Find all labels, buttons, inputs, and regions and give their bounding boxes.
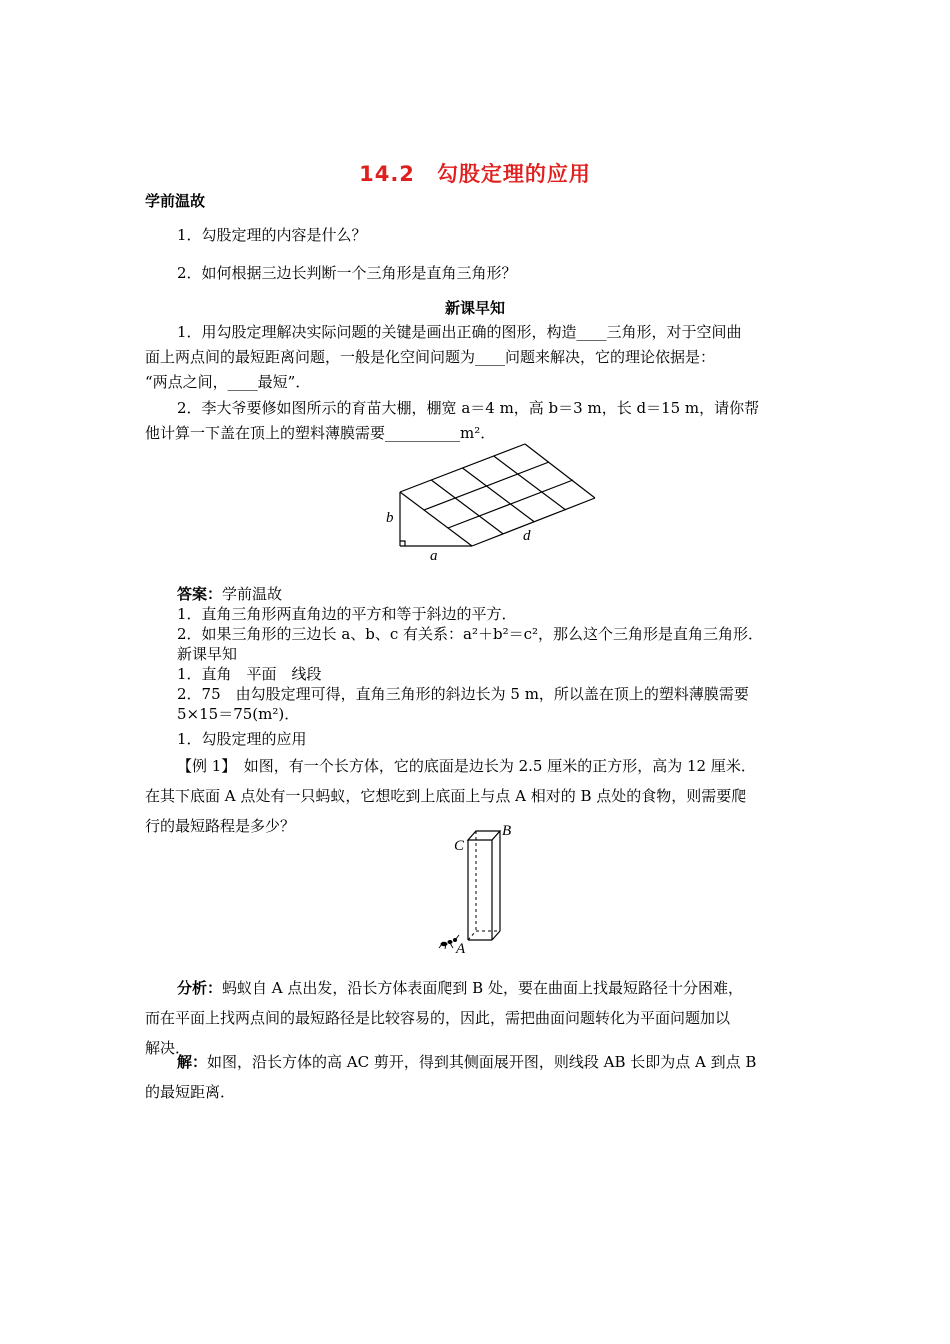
solution-line-1: 如图，沿长方体的高 AC 剪开，得到其侧面展开图，则线段 AB 长即为点 A 到点 B <box>207 1053 757 1071</box>
answer-preview-2-line-2: 5×15＝75(m²)． <box>177 705 300 723</box>
solution-line-2: 的最短距离． <box>145 1083 236 1101</box>
label-A: A <box>456 941 466 957</box>
preview-item-1-line-1: 1．用勾股定理解决实际问题的关键是画出正确的图形，构造____三角形，对于空间曲 <box>177 323 742 341</box>
greenhouse-figure <box>375 440 605 565</box>
cuboid-figure <box>430 822 530 957</box>
solution-label: 解： <box>177 1053 208 1071</box>
preview-item-2-line-2: 他计算一下盖在顶上的塑料薄膜需要__________m²． <box>145 424 496 442</box>
answers-block <box>177 584 817 724</box>
solution <box>145 1047 810 1107</box>
label-b: b <box>386 510 394 526</box>
application-heading: 1．勾股定理的应用 <box>177 730 307 748</box>
preview-item-1-line-2: 面上两点间的最短距离问题，一般是化空间问题为____问题来解决，它的理论依据是： <box>145 348 716 366</box>
example-1-line-3: 行的最短路程是多少？ <box>145 817 296 835</box>
analysis-line-3: 解决． <box>145 1039 191 1057</box>
answers-label: 答案： <box>177 585 223 603</box>
label-B: B <box>502 823 512 839</box>
example-1-line-1: 【例 1】 如图，有一个长方体，它的底面是边长为 2.5 厘米的正方形，高为 12 厘米． <box>177 757 756 775</box>
preview-item-2-line-1: 2．李大爷要修如图所示的育苗大棚，棚宽 a＝4 m，高 b＝3 m，长 d＝15 m，请你帮 <box>177 399 760 417</box>
answer-preview-2-line-1: 2．75 由勾股定理可得，直角三角形的斜边长为 5 m，所以盖在顶上的塑料薄膜需要 <box>177 685 749 703</box>
answer-1: 1．直角三角形两直角边的平方和等于斜边的平方． <box>177 605 517 623</box>
page-title: 14.2 勾股定理的应用 <box>359 162 591 186</box>
answer-preview-1: 1．直角 平面 线段 <box>177 665 322 683</box>
answers-review-heading: 学前温故 <box>222 585 283 603</box>
label-d: d <box>523 528 531 544</box>
preview-heading: 新课早知 <box>444 299 505 317</box>
preview-item-1-line-3: “两点之间，____最短”． <box>145 373 311 391</box>
review-heading: 学前温故 <box>145 192 206 210</box>
answers-preview-heading: 新课早知 <box>177 645 238 663</box>
answer-2: 2．如果三角形的三边长 a、b、c 有关系：a²＋b²＝c²，那么这个三角形是直角三角形． <box>177 625 764 643</box>
label-a: a <box>430 548 438 564</box>
label-C: C <box>454 838 465 854</box>
analysis-line-2: 而在平面上找两点间的最短路径是比较容易的，因此，需把曲面问题转化为平面问题加以 <box>145 1009 731 1027</box>
review-question-2: 2．如何根据三边长判断一个三角形是直角三角形？ <box>177 264 517 282</box>
example-1-line-2: 在其下底面 A 点处有一只蚂蚁，它想吃到上底面上与点 A 相对的 B 点处的食物，则需要爬 <box>145 787 747 805</box>
review-question-1: 1．勾股定理的内容是什么？ <box>177 226 367 244</box>
analysis-label: 分析： <box>177 979 223 997</box>
analysis-line-1: 蚂蚁自 A 点出发，沿长方体表面爬到 B 处，要在曲面上找最短路径十分困难， <box>222 979 743 997</box>
